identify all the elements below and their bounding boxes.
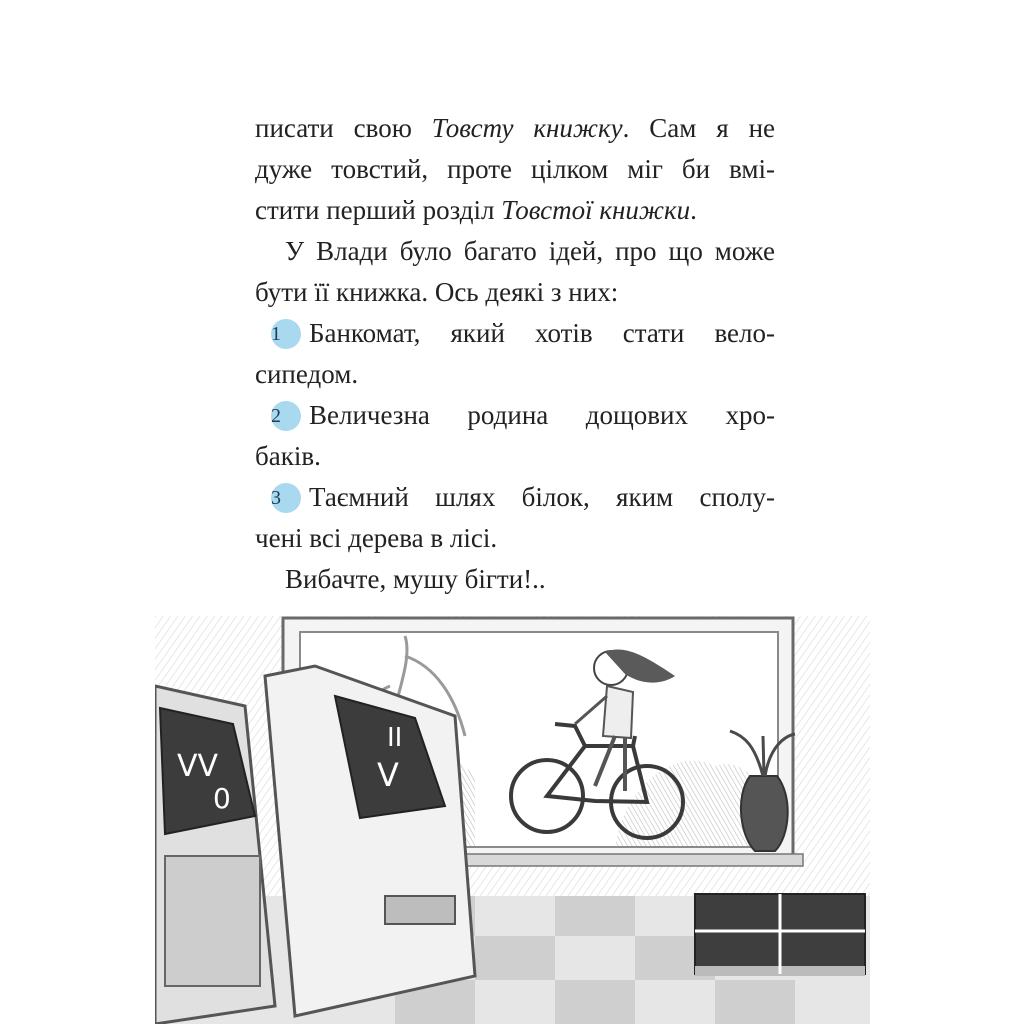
atm-bicycle-illustration — [155, 596, 870, 1024]
atm-right — [265, 666, 475, 1016]
paragraph-1 — [255, 108, 775, 231]
atm-left-screen-text: VV — [177, 749, 219, 784]
idea-item-2: 2 Величезна родина дощових хро- баків. — [255, 400, 775, 471]
atm-right-screen-text: II — [387, 723, 403, 753]
number-badge: 3 — [271, 483, 301, 513]
paragraph-2-line-2: бути її книжка. Ось деякі з них: — [255, 277, 619, 307]
book-title: Товсту книжку — [431, 113, 623, 143]
number-badge: 2 — [271, 401, 301, 431]
paragraph-2-line-1: У Влади було багато ідей, про що може — [285, 236, 775, 266]
paragraph-1-line-1: писати свою Товсту книжку. Сам я не — [255, 113, 776, 143]
paragraph-1-line-2: дуже товстий, проте цілком міг би вмі- — [255, 154, 775, 184]
number-badge: 1 — [271, 319, 301, 349]
page-text — [255, 108, 775, 600]
atm-left-screen-digit: 0 — [213, 782, 231, 815]
paragraph-1-line-3: стити перший розділ Товстої книжки. — [255, 195, 697, 225]
closing-line: Вибачте, мушу бігти!.. — [285, 564, 546, 594]
book-title: Товстої книжки — [501, 195, 691, 225]
atm-right-screen-check: V — [377, 756, 399, 794]
radiator — [695, 894, 865, 976]
paragraph-2 — [255, 231, 775, 313]
idea-item-1: 1 Банкомат, який хотів стати вело- сипедом. — [255, 318, 775, 389]
idea-item-3: 3 Таємний шлях білок, яким сполу- чені всі дерева в лісі. — [255, 482, 775, 553]
